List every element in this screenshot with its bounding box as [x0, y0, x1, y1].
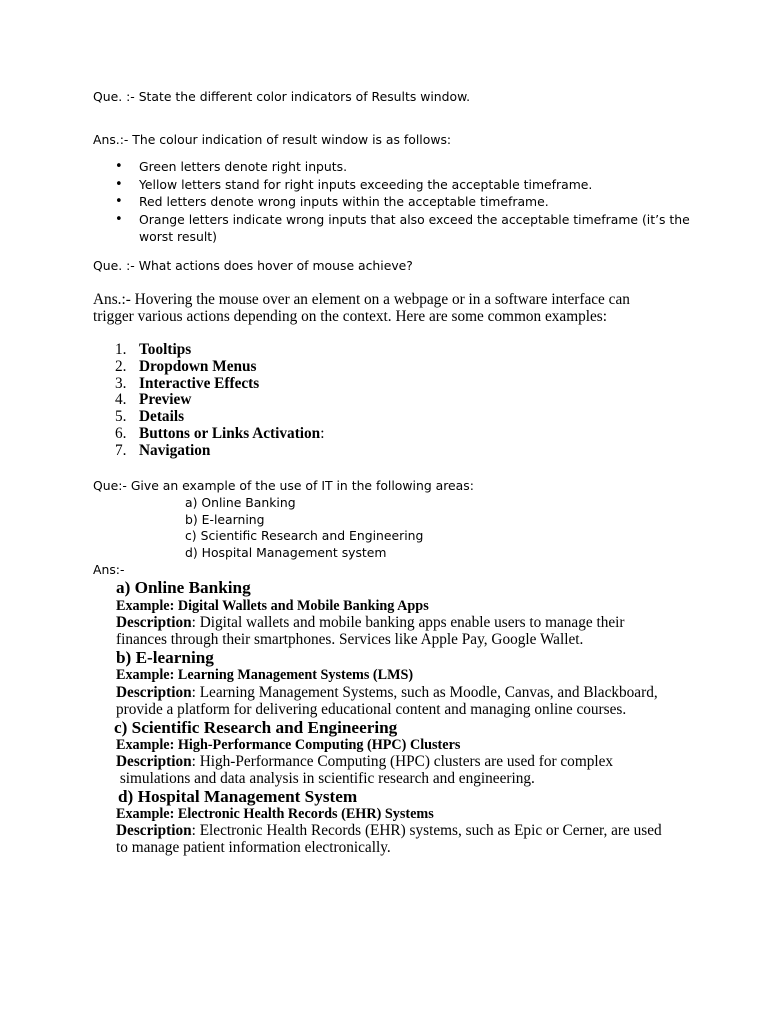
- section-description-line: Description: Learning Management Systems, such as Moodle, Canvas, and Blackboard,: [116, 684, 658, 701]
- list-item: • Green letters denote right inputs.: [115, 159, 348, 174]
- bullet-icon: •: [115, 176, 123, 192]
- section-example: Example: Digital Wallets and Mobile Banking Apps: [116, 598, 429, 614]
- area-item: d) Hospital Management system: [185, 545, 387, 560]
- color-indicator-list: [115, 158, 690, 246]
- answer-3-label: Ans:-: [93, 562, 125, 577]
- question-3: Que:- Give an example of the use of IT in the following areas:: [93, 478, 474, 493]
- answer-2-line-1: Ans.:- Hovering the mouse over an element on a webpage or in a software interface can: [93, 291, 630, 308]
- section-description-line: provide a platform for delivering educational content and managing online courses.: [116, 701, 627, 718]
- list-item: 1. Tooltips: [115, 341, 192, 358]
- section-description-line: Description: Digital wallets and mobile banking apps enable users to manage their: [116, 614, 625, 631]
- answer-1-intro: Ans.:- The colour indication of result window is as follows:: [93, 132, 452, 147]
- list-item: 4. Preview: [115, 391, 192, 409]
- section-description-line: Description: Electronic Health Records (EHR) systems, such as Epic or Cerner, are used: [116, 822, 662, 839]
- list-item: 7. Navigation: [115, 441, 211, 459]
- section-heading: d) Hospital Management System: [118, 787, 358, 806]
- section-description-line: Description: High-Performance Computing (HPC) clusters are used for complex: [116, 753, 614, 770]
- section-example: Example: Learning Management Systems (LMS): [116, 667, 414, 683]
- section-description-line: finances through their smartphones. Services like Apple Pay, Google Wallet.: [116, 631, 584, 648]
- bullet-icon: •: [115, 159, 123, 174]
- question-2: Que. :- What actions does hover of mouse achieve?: [93, 258, 413, 273]
- question-1: Que. :- State the different color indicators of Results window.: [93, 89, 471, 104]
- section-heading: a) Online Banking: [116, 578, 251, 597]
- list-item: • Yellow letters stand for right inputs exceeding the acceptable timeframe.: [115, 176, 593, 192]
- section-example: Example: Electronic Health Records (EHR) Systems: [116, 806, 434, 822]
- section-heading: b) E-learning: [116, 648, 214, 667]
- bullet-icon: •: [115, 211, 123, 227]
- answer-2-line-2: trigger various actions depending on the context. Here are some common examples:: [93, 308, 607, 325]
- section-description-line: simulations and data analysis in scientific research and engineering.: [116, 770, 535, 787]
- area-item: c) Scientific Research and Engineering: [185, 528, 424, 543]
- list-item: 5. Details: [115, 408, 185, 426]
- list-item: • Red letters denote wrong inputs within the acceptable timeframe.: [115, 194, 549, 209]
- area-item: a) Online Banking: [185, 495, 296, 510]
- hover-actions-list: [115, 342, 324, 460]
- area-item: b) E-learning: [185, 512, 265, 527]
- list-item: 6. Buttons or Links Activation:: [115, 424, 325, 442]
- list-item: • Orange letters indicate wrong inputs that also exceed the acceptable timeframe (it’s the worst result): [115, 211, 690, 244]
- bullet-icon: •: [115, 194, 123, 209]
- section-example: Example: High-Performance Computing (HPC) Clusters: [116, 737, 461, 753]
- list-item: 3. Interactive Effects: [115, 374, 260, 392]
- section-heading: c) Scientific Research and Engineering: [114, 718, 398, 737]
- list-item: 2. Dropdown Menus: [115, 357, 257, 375]
- section-description-line: to manage patient information electronically.: [116, 839, 391, 856]
